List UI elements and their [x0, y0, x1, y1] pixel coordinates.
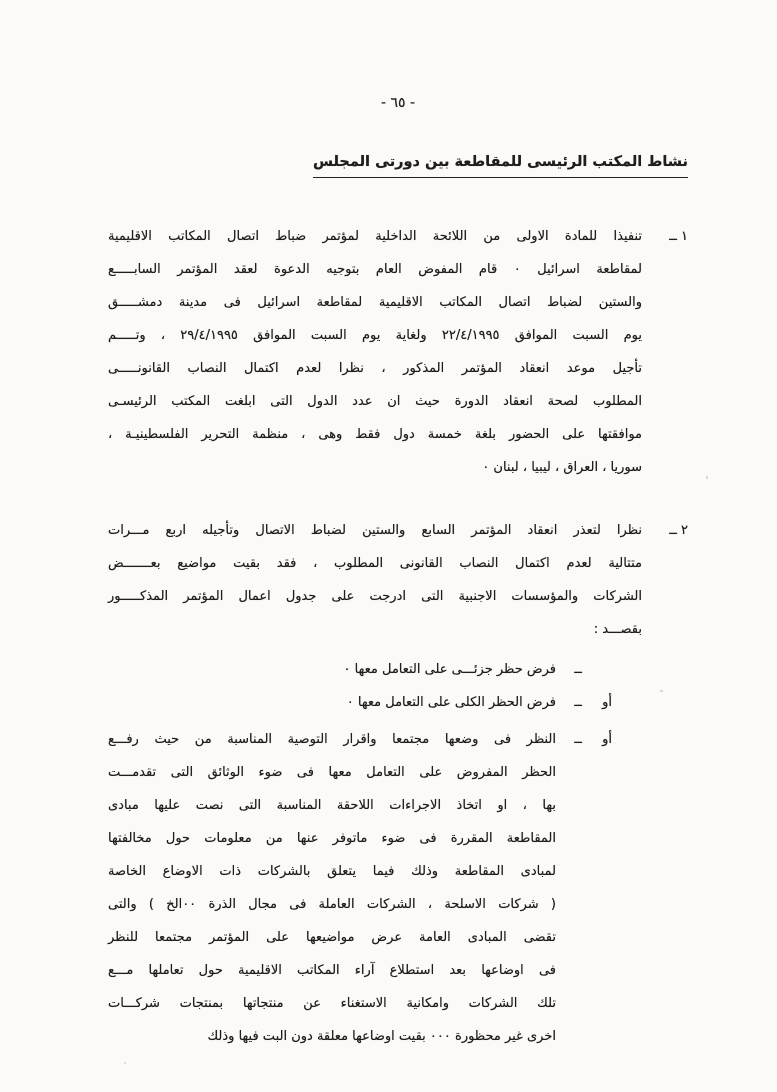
bullet-3-text	[108, 723, 556, 1053]
scan-speck	[660, 690, 663, 692]
text-line: تنفيذا للمادة الاولى من اللائحة الداخلية لمؤتمر ضباط اتصال المكاتب الاقليمية	[108, 229, 642, 244]
text-line: موافقتها على الحضور بلغة خمسة دول فقط وهى ، منظمة التحرير الفلسطينيـة ،	[108, 427, 642, 442]
text-line: الحظر المفروض على التعامل معها فى ضوء الوثائق التى تقدمـــت	[108, 765, 556, 780]
paragraph-1-marker: ١ ــ	[669, 229, 688, 244]
text-line: تقضى المبادى العامة عرض مواضيعها على المؤتمر مجتمعا للنظر	[108, 930, 556, 945]
text-line: تأجيل موعد انعقاد المؤتمر المذكور ، نظرا لعدم اكتمال النصاب القانونـــــى	[108, 361, 642, 376]
text-line: الشركات والمؤسسات الاجنبية التى ادرجت على جدول اعمال المؤتمر المذكـــــور	[108, 589, 642, 604]
bullet-1-dash: ــ	[574, 662, 582, 677]
text-line: بقصـــد :	[593, 622, 642, 637]
text-line: لمبادى المقاطعة وذلك فيما يتعلق بالشركات ذات الاوضاع الخاصة	[108, 864, 556, 879]
paragraph-2-marker: ٢ ــ	[669, 523, 688, 538]
scan-speck	[124, 1062, 126, 1064]
text-line: والستين لضباط اتصال المكاتب الاقليمية لمقاطعة اسرائيل فى مدينة دمشـــــق	[108, 295, 642, 310]
text-line: النظر فى وضعها مجتمعا واقرار التوصية المناسبة من حيث رفـــع	[108, 732, 556, 747]
bullet-2-text	[108, 686, 556, 719]
bullet-2-conjunction: أو	[602, 695, 612, 710]
paragraph-2	[108, 514, 688, 646]
bullet-item-3	[108, 723, 688, 1053]
bullet-item-2	[108, 686, 688, 719]
text-line: لمقاطعة اسرائيل ٠ قام المفوض العام بتوجيه الدعوة لعقد المؤتمر السابـــــع	[108, 262, 642, 277]
text-line: يوم السبت الموافق ٢٢/٤/١٩٩٥ ولغاية يوم السبت الموافق ٢٩/٤/١٩٩٥ ، وتـــــم	[108, 328, 642, 343]
text-line: اخرى غير محظورة ٠٠٠ بقيت اوضاعها معلقة دون البت فيها وذلك	[207, 1029, 556, 1044]
title-row	[108, 151, 688, 178]
bullet-3-conjunction: أو	[602, 732, 612, 747]
text-line: فرض الحظر الكلى على التعامل معها ٠	[346, 695, 556, 710]
text-line: المطلوب لصحة انعقاد الدورة حيث ان عدد الدول التى ابلغت المكتب الرئيسـى	[108, 394, 642, 409]
bullet-2-dash: ــ	[574, 695, 582, 710]
paragraph-1	[108, 220, 688, 484]
scan-speck	[706, 476, 708, 479]
text-line: المقاطعة المقررة فى ضوء ماتوفر عنها من معلومات حول مخالفتها	[108, 831, 556, 846]
text-line: تلك الشركات وامكانية الاستغناء عن منتجاتها بمنتجات شركـــات	[108, 996, 556, 1011]
text-line: فرض حظر جزئـــى على التعامل معها ٠	[343, 662, 556, 677]
paragraph-2-text	[108, 514, 642, 646]
text-line: سوريا ، العراق ، ليبيا ، لبنان ٠	[482, 460, 642, 475]
text-line: بها ، او اتخاذ الاجراءات اللاحقة المناسبة التى نصت عليها مبادى	[108, 798, 556, 813]
text-line: متتالية لعدم اكتمال النصاب القانونى المطلوب ، فقد بقيت مواضيع بعـــــــض	[108, 556, 642, 571]
text-line: ( شركات الاسلحة ، الشركات العاملة فى مجال الذرة ٠٠الخ ) والتى	[108, 897, 556, 912]
document-title: نشاط المكتب الرئيسى للمقاطعة بين دورتى المجلس	[313, 154, 688, 178]
bullet-list	[108, 653, 688, 1053]
bullet-item-1	[108, 653, 688, 686]
paragraph-1-text	[108, 220, 642, 484]
bullet-1-text	[108, 653, 556, 686]
page-number: - ٦٥ -	[380, 95, 416, 111]
text-line: فى اوضاعها بعد استطلاع آراء المكاتب الاقليمية حول تعاملها مـــع	[108, 963, 556, 978]
bullet-3-dash: ــ	[574, 732, 582, 747]
bullet-1-conjunction	[582, 653, 612, 686]
text-line: نظرا لتعذر انعقاد المؤتمر السابع والستين لضباط الاتصال وتأجيله اربع مـــرات	[108, 523, 642, 538]
